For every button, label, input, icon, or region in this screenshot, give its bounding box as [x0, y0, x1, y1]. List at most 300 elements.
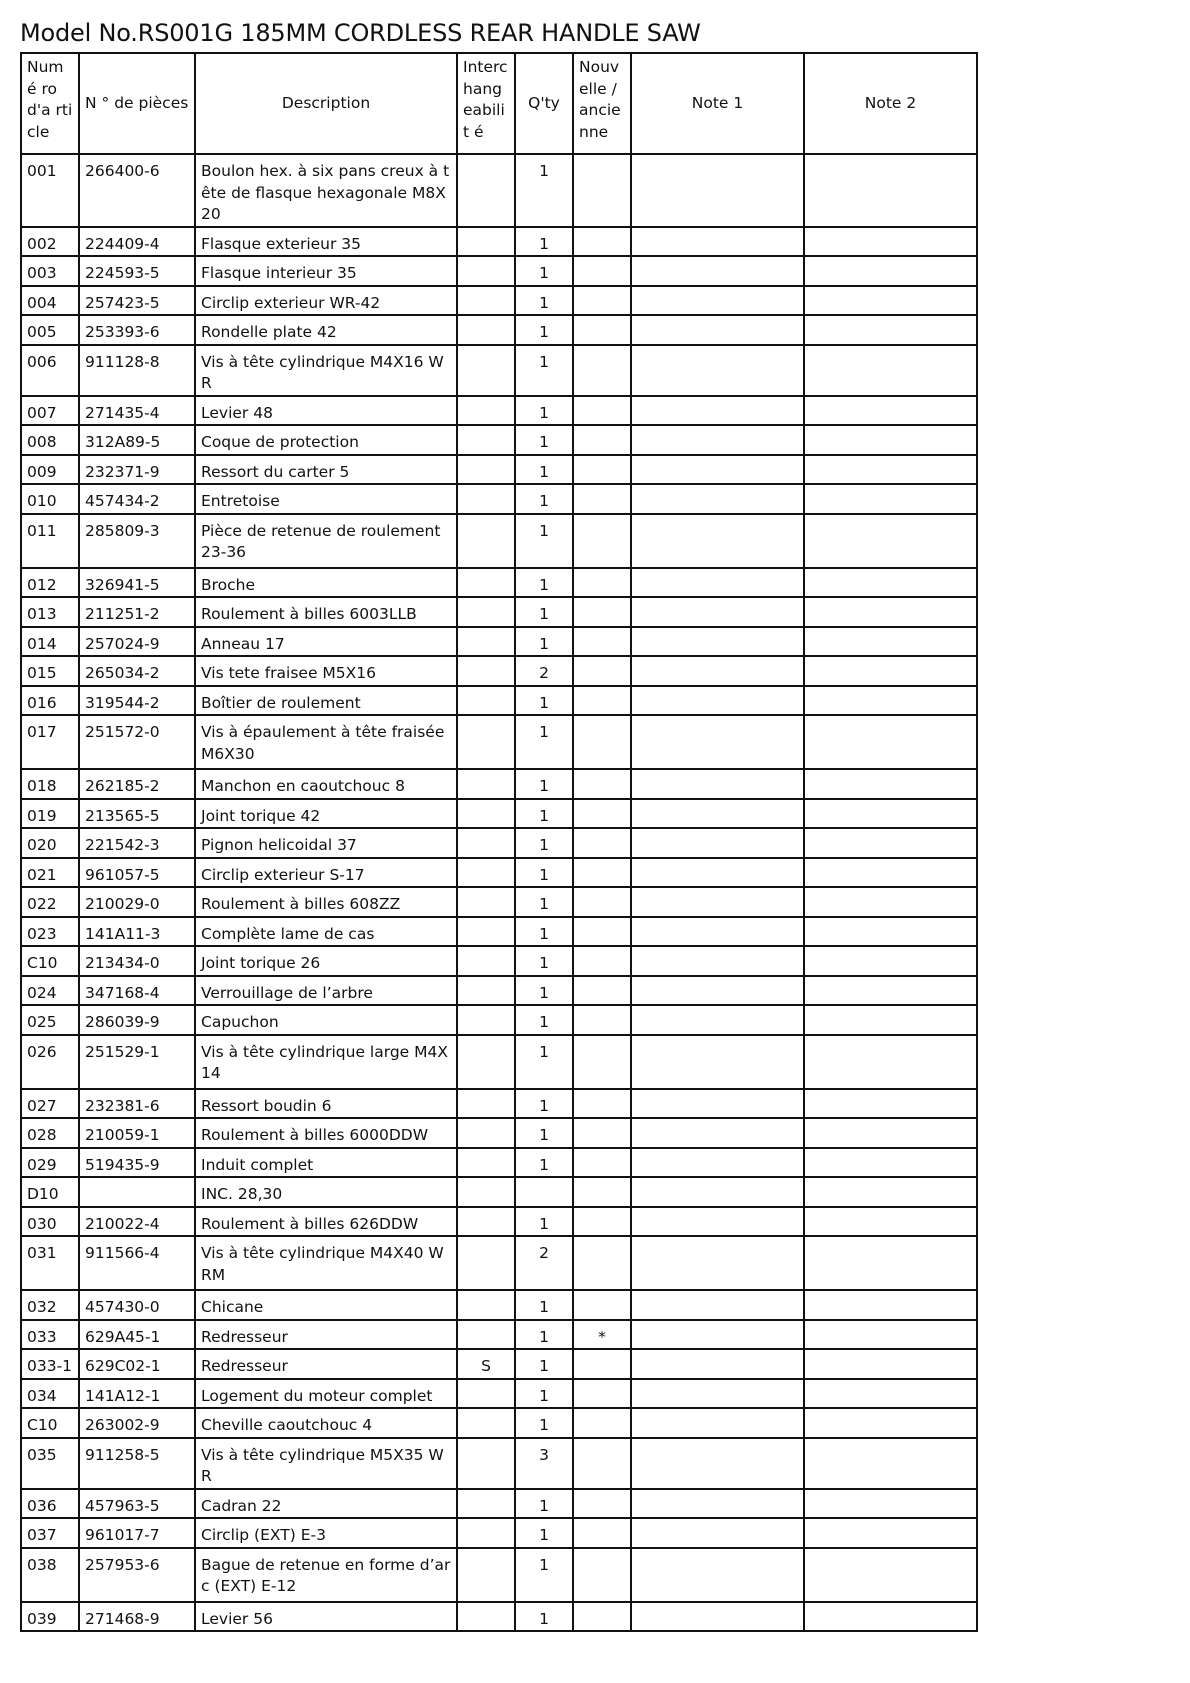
- cell-note-1: [631, 1236, 804, 1290]
- cell-part-number: 266400-6: [79, 154, 195, 227]
- cell-part-number: 285809-3: [79, 514, 195, 568]
- cell-item-number: 024: [21, 976, 79, 1006]
- cell-note-1: [631, 799, 804, 829]
- cell-quantity: 1: [515, 425, 573, 455]
- cell-note-2: [804, 1602, 977, 1632]
- table-row: [21, 715, 977, 769]
- table-row: [21, 484, 977, 514]
- cell-note-2: [804, 256, 977, 286]
- cell-quantity: 1: [515, 568, 573, 598]
- cell-new-old: [573, 887, 631, 917]
- cell-quantity: 1: [515, 1408, 573, 1438]
- cell-note-2: [804, 1349, 977, 1379]
- cell-interchangeability: [457, 1489, 515, 1519]
- table-row: [21, 1207, 977, 1237]
- cell-item-number: 031: [21, 1236, 79, 1290]
- cell-item-number: 013: [21, 597, 79, 627]
- cell-description: Vis à tête cylindrique large M4X14: [195, 1035, 457, 1089]
- table-row: [21, 1148, 977, 1178]
- cell-note-1: [631, 1207, 804, 1237]
- cell-interchangeability: [457, 227, 515, 257]
- cell-item-number: 039: [21, 1602, 79, 1632]
- cell-interchangeability: [457, 1518, 515, 1548]
- header-item-number: Numé ro d'a rticle: [21, 53, 79, 154]
- cell-part-number: 326941-5: [79, 568, 195, 598]
- cell-description: Redresseur: [195, 1349, 457, 1379]
- cell-part-number: 265034-2: [79, 656, 195, 686]
- cell-description: Flasque exterieur 35: [195, 227, 457, 257]
- cell-new-old: [573, 799, 631, 829]
- cell-note-1: [631, 286, 804, 316]
- cell-interchangeability: [457, 1379, 515, 1409]
- cell-note-2: [804, 887, 977, 917]
- cell-part-number: 629A45-1: [79, 1320, 195, 1350]
- cell-note-1: [631, 514, 804, 568]
- cell-quantity: 1: [515, 887, 573, 917]
- cell-item-number: 001: [21, 154, 79, 227]
- cell-note-1: [631, 917, 804, 947]
- cell-note-2: [804, 227, 977, 257]
- header-note-1: Note 1: [631, 53, 804, 154]
- cell-part-number: [79, 1177, 195, 1207]
- cell-description: Cadran 22: [195, 1489, 457, 1519]
- cell-new-old: [573, 1518, 631, 1548]
- cell-item-number: 029: [21, 1148, 79, 1178]
- cell-description: Roulement à billes 6000DDW: [195, 1118, 457, 1148]
- cell-item-number: 003: [21, 256, 79, 286]
- cell-quantity: 1: [515, 1207, 573, 1237]
- table-row: [21, 1236, 977, 1290]
- cell-quantity: 1: [515, 1320, 573, 1350]
- cell-description: Boulon hex. à six pans creux à tête de flasque hexagonale M8X20: [195, 154, 457, 227]
- cell-note-2: [804, 1518, 977, 1548]
- cell-new-old: [573, 1236, 631, 1290]
- cell-description: Chicane: [195, 1290, 457, 1320]
- cell-item-number: 002: [21, 227, 79, 257]
- cell-item-number: 005: [21, 315, 79, 345]
- cell-item-number: 012: [21, 568, 79, 598]
- cell-quantity: 2: [515, 1236, 573, 1290]
- cell-note-2: [804, 1438, 977, 1489]
- cell-part-number: 213565-5: [79, 799, 195, 829]
- cell-new-old: [573, 769, 631, 799]
- cell-note-1: [631, 256, 804, 286]
- cell-description: Circlip exterieur WR-42: [195, 286, 457, 316]
- cell-note-1: [631, 154, 804, 227]
- cell-new-old: [573, 256, 631, 286]
- cell-note-2: [804, 1236, 977, 1290]
- cell-item-number: C10: [21, 1408, 79, 1438]
- cell-note-1: [631, 1290, 804, 1320]
- cell-item-number: 021: [21, 858, 79, 888]
- cell-description: Joint torique 26: [195, 946, 457, 976]
- cell-quantity: 1: [515, 1518, 573, 1548]
- cell-part-number: 210029-0: [79, 887, 195, 917]
- cell-interchangeability: [457, 715, 515, 769]
- table-row: [21, 769, 977, 799]
- cell-note-2: [804, 484, 977, 514]
- table-row: [21, 1118, 977, 1148]
- cell-description: Coque de protection: [195, 425, 457, 455]
- cell-quantity: 1: [515, 1035, 573, 1089]
- cell-item-number: 038: [21, 1548, 79, 1602]
- cell-quantity: 1: [515, 799, 573, 829]
- cell-description: Levier 48: [195, 396, 457, 426]
- table-row: [21, 514, 977, 568]
- cell-interchangeability: [457, 345, 515, 396]
- table-row: [21, 455, 977, 485]
- cell-interchangeability: [457, 976, 515, 1006]
- cell-note-2: [804, 455, 977, 485]
- cell-note-2: [804, 345, 977, 396]
- cell-note-2: [804, 715, 977, 769]
- cell-part-number: 210022-4: [79, 1207, 195, 1237]
- cell-note-2: [804, 396, 977, 426]
- cell-note-2: [804, 568, 977, 598]
- cell-quantity: 1: [515, 256, 573, 286]
- cell-interchangeability: [457, 1602, 515, 1632]
- cell-note-1: [631, 455, 804, 485]
- cell-note-2: [804, 799, 977, 829]
- cell-new-old: [573, 946, 631, 976]
- cell-interchangeability: [457, 315, 515, 345]
- table-row: [21, 568, 977, 598]
- header-quantity: Q'ty: [515, 53, 573, 154]
- cell-quantity: 1: [515, 686, 573, 716]
- cell-note-1: [631, 315, 804, 345]
- cell-note-2: [804, 1005, 977, 1035]
- table-row: [21, 1320, 977, 1350]
- cell-interchangeability: [457, 1290, 515, 1320]
- cell-item-number: 027: [21, 1089, 79, 1119]
- parts-table: [20, 52, 978, 1632]
- cell-description: Cheville caoutchouc 4: [195, 1408, 457, 1438]
- cell-part-number: 262185-2: [79, 769, 195, 799]
- cell-description: Logement du moteur complet: [195, 1379, 457, 1409]
- cell-new-old: [573, 917, 631, 947]
- cell-new-old: [573, 1489, 631, 1519]
- cell-part-number: 911128-8: [79, 345, 195, 396]
- cell-note-1: [631, 769, 804, 799]
- cell-note-1: [631, 828, 804, 858]
- cell-new-old: [573, 627, 631, 657]
- cell-item-number: 011: [21, 514, 79, 568]
- cell-quantity: 1: [515, 345, 573, 396]
- table-row: [21, 917, 977, 947]
- cell-quantity: 1: [515, 1489, 573, 1519]
- cell-part-number: 211251-2: [79, 597, 195, 627]
- cell-quantity: 1: [515, 514, 573, 568]
- cell-item-number: D10: [21, 1177, 79, 1207]
- header-interchangeability: Interc hang eabilit é: [457, 53, 515, 154]
- cell-note-2: [804, 828, 977, 858]
- cell-interchangeability: [457, 1236, 515, 1290]
- cell-quantity: 1: [515, 1379, 573, 1409]
- cell-note-1: [631, 345, 804, 396]
- table-row: [21, 1408, 977, 1438]
- cell-quantity: 2: [515, 656, 573, 686]
- cell-note-2: [804, 1118, 977, 1148]
- cell-note-1: [631, 597, 804, 627]
- cell-description: Rondelle plate 42: [195, 315, 457, 345]
- cell-description: Roulement à billes 626DDW: [195, 1207, 457, 1237]
- cell-new-old: [573, 1089, 631, 1119]
- cell-note-2: [804, 858, 977, 888]
- table-row: [21, 315, 977, 345]
- cell-part-number: 271468-9: [79, 1602, 195, 1632]
- cell-note-2: [804, 1089, 977, 1119]
- cell-description: Anneau 17: [195, 627, 457, 657]
- cell-part-number: 213434-0: [79, 946, 195, 976]
- cell-quantity: 1: [515, 455, 573, 485]
- cell-quantity: 1: [515, 715, 573, 769]
- cell-item-number: 033: [21, 1320, 79, 1350]
- cell-item-number: 019: [21, 799, 79, 829]
- cell-item-number: 030: [21, 1207, 79, 1237]
- cell-item-number: 023: [21, 917, 79, 947]
- header-new-old: Nouv elle / ancie nne: [573, 53, 631, 154]
- cell-note-2: [804, 315, 977, 345]
- cell-item-number: 004: [21, 286, 79, 316]
- cell-note-2: [804, 286, 977, 316]
- cell-new-old: [573, 345, 631, 396]
- cell-description: Boîtier de roulement: [195, 686, 457, 716]
- cell-item-number: 014: [21, 627, 79, 657]
- cell-interchangeability: [457, 514, 515, 568]
- cell-description: Joint torique 42: [195, 799, 457, 829]
- cell-quantity: 1: [515, 1602, 573, 1632]
- cell-item-number: 010: [21, 484, 79, 514]
- cell-part-number: 251572-0: [79, 715, 195, 769]
- cell-description: Vis à tête cylindrique M4X16 WR: [195, 345, 457, 396]
- cell-interchangeability: [457, 568, 515, 598]
- cell-part-number: 210059-1: [79, 1118, 195, 1148]
- cell-note-2: [804, 1379, 977, 1409]
- cell-item-number: 035: [21, 1438, 79, 1489]
- cell-new-old: [573, 227, 631, 257]
- cell-new-old: [573, 597, 631, 627]
- cell-note-2: [804, 976, 977, 1006]
- cell-item-number: 016: [21, 686, 79, 716]
- cell-part-number: 961057-5: [79, 858, 195, 888]
- header-part-number: N ° de pièces: [79, 53, 195, 154]
- cell-interchangeability: [457, 686, 515, 716]
- cell-quantity: 1: [515, 627, 573, 657]
- cell-interchangeability: [457, 656, 515, 686]
- cell-note-2: [804, 1489, 977, 1519]
- cell-note-1: [631, 1548, 804, 1602]
- cell-new-old: [573, 1379, 631, 1409]
- cell-part-number: 232381-6: [79, 1089, 195, 1119]
- cell-description: Capuchon: [195, 1005, 457, 1035]
- cell-description: Vis à épaulement à tête fraisée M6X30: [195, 715, 457, 769]
- cell-interchangeability: [457, 286, 515, 316]
- cell-description: Complète lame de cas: [195, 917, 457, 947]
- cell-part-number: 232371-9: [79, 455, 195, 485]
- cell-description: Circlip (EXT) E-3: [195, 1518, 457, 1548]
- cell-note-1: [631, 976, 804, 1006]
- table-row: [21, 1379, 977, 1409]
- cell-description: Verrouillage de l’arbre: [195, 976, 457, 1006]
- cell-quantity: 1: [515, 858, 573, 888]
- cell-part-number: 911566-4: [79, 1236, 195, 1290]
- cell-note-1: [631, 227, 804, 257]
- table-row: [21, 627, 977, 657]
- cell-quantity: 1: [515, 1548, 573, 1602]
- cell-new-old: [573, 656, 631, 686]
- cell-item-number: C10: [21, 946, 79, 976]
- cell-new-old: [573, 154, 631, 227]
- cell-interchangeability: [457, 425, 515, 455]
- cell-note-1: [631, 425, 804, 455]
- cell-interchangeability: [457, 154, 515, 227]
- cell-quantity: 1: [515, 597, 573, 627]
- cell-quantity: 1: [515, 1005, 573, 1035]
- cell-quantity: 1: [515, 976, 573, 1006]
- cell-description: Flasque interieur 35: [195, 256, 457, 286]
- cell-description: Vis tete fraisee M5X16: [195, 656, 457, 686]
- cell-note-2: [804, 656, 977, 686]
- cell-item-number: 032: [21, 1290, 79, 1320]
- cell-item-number: 036: [21, 1489, 79, 1519]
- cell-note-2: [804, 627, 977, 657]
- cell-note-1: [631, 1035, 804, 1089]
- cell-part-number: 911258-5: [79, 1438, 195, 1489]
- parts-table-body: [21, 154, 977, 1631]
- cell-interchangeability: [457, 1005, 515, 1035]
- cell-new-old: [573, 1148, 631, 1178]
- cell-interchangeability: [457, 1148, 515, 1178]
- cell-note-1: [631, 1602, 804, 1632]
- cell-note-2: [804, 1207, 977, 1237]
- cell-new-old: [573, 484, 631, 514]
- cell-new-old: [573, 1408, 631, 1438]
- cell-note-1: [631, 656, 804, 686]
- cell-note-1: [631, 396, 804, 426]
- cell-description: Pièce de retenue de roulement 23-36: [195, 514, 457, 568]
- cell-item-number: 028: [21, 1118, 79, 1148]
- cell-item-number: 015: [21, 656, 79, 686]
- cell-part-number: 629C02-1: [79, 1349, 195, 1379]
- cell-interchangeability: [457, 799, 515, 829]
- table-row: [21, 1518, 977, 1548]
- cell-new-old: [573, 1548, 631, 1602]
- cell-note-2: [804, 1408, 977, 1438]
- table-row: [21, 597, 977, 627]
- cell-note-2: [804, 1148, 977, 1178]
- table-row: [21, 425, 977, 455]
- cell-note-2: [804, 917, 977, 947]
- cell-new-old: [573, 1177, 631, 1207]
- cell-note-1: [631, 1118, 804, 1148]
- cell-note-2: [804, 686, 977, 716]
- cell-part-number: 457430-0: [79, 1290, 195, 1320]
- cell-new-old: [573, 686, 631, 716]
- cell-part-number: 221542-3: [79, 828, 195, 858]
- cell-part-number: 251529-1: [79, 1035, 195, 1089]
- table-row: [21, 1005, 977, 1035]
- table-row: [21, 1035, 977, 1089]
- cell-description: Bague de retenue en forme d’arc (EXT) E-12: [195, 1548, 457, 1602]
- cell-description: Pignon helicoidal 37: [195, 828, 457, 858]
- header-row: [21, 53, 977, 154]
- cell-part-number: 312A89-5: [79, 425, 195, 455]
- cell-new-old: [573, 828, 631, 858]
- cell-new-old: [573, 315, 631, 345]
- cell-item-number: 017: [21, 715, 79, 769]
- table-row: [21, 828, 977, 858]
- cell-new-old: [573, 858, 631, 888]
- cell-part-number: 141A11-3: [79, 917, 195, 947]
- cell-note-2: [804, 425, 977, 455]
- cell-note-1: [631, 1148, 804, 1178]
- cell-quantity: 1: [515, 1148, 573, 1178]
- cell-description: Entretoise: [195, 484, 457, 514]
- cell-note-1: [631, 858, 804, 888]
- cell-new-old: [573, 1602, 631, 1632]
- cell-quantity: 1: [515, 946, 573, 976]
- cell-interchangeability: [457, 1035, 515, 1089]
- cell-note-1: [631, 1005, 804, 1035]
- cell-part-number: 457963-5: [79, 1489, 195, 1519]
- cell-description: Circlip exterieur S-17: [195, 858, 457, 888]
- table-row: [21, 656, 977, 686]
- cell-quantity: 1: [515, 484, 573, 514]
- cell-note-1: [631, 1489, 804, 1519]
- header-note-2: Note 2: [804, 53, 977, 154]
- cell-part-number: 141A12-1: [79, 1379, 195, 1409]
- cell-note-1: [631, 715, 804, 769]
- cell-item-number: 033-1: [21, 1349, 79, 1379]
- cell-note-2: [804, 1320, 977, 1350]
- cell-new-old: [573, 715, 631, 769]
- cell-quantity: [515, 1177, 573, 1207]
- cell-item-number: 020: [21, 828, 79, 858]
- cell-quantity: 1: [515, 286, 573, 316]
- cell-interchangeability: [457, 1320, 515, 1350]
- cell-interchangeability: [457, 597, 515, 627]
- cell-interchangeability: [457, 1548, 515, 1602]
- cell-note-2: [804, 1290, 977, 1320]
- cell-part-number: 224593-5: [79, 256, 195, 286]
- cell-note-2: [804, 1035, 977, 1089]
- cell-new-old: [573, 1005, 631, 1035]
- cell-part-number: 271435-4: [79, 396, 195, 426]
- cell-note-1: [631, 568, 804, 598]
- cell-part-number: 961017-7: [79, 1518, 195, 1548]
- cell-interchangeability: [457, 484, 515, 514]
- cell-interchangeability: [457, 828, 515, 858]
- cell-new-old: [573, 1290, 631, 1320]
- cell-description: Redresseur: [195, 1320, 457, 1350]
- cell-interchangeability: [457, 1118, 515, 1148]
- cell-new-old: [573, 286, 631, 316]
- table-row: [21, 256, 977, 286]
- cell-note-1: [631, 1177, 804, 1207]
- cell-part-number: 253393-6: [79, 315, 195, 345]
- cell-quantity: 1: [515, 1290, 573, 1320]
- cell-part-number: 257953-6: [79, 1548, 195, 1602]
- cell-part-number: 319544-2: [79, 686, 195, 716]
- cell-new-old: [573, 1118, 631, 1148]
- cell-part-number: 519435-9: [79, 1148, 195, 1178]
- cell-item-number: 037: [21, 1518, 79, 1548]
- cell-quantity: 1: [515, 1349, 573, 1379]
- cell-item-number: 008: [21, 425, 79, 455]
- cell-item-number: 006: [21, 345, 79, 396]
- cell-note-2: [804, 514, 977, 568]
- cell-description: Induit complet: [195, 1148, 457, 1178]
